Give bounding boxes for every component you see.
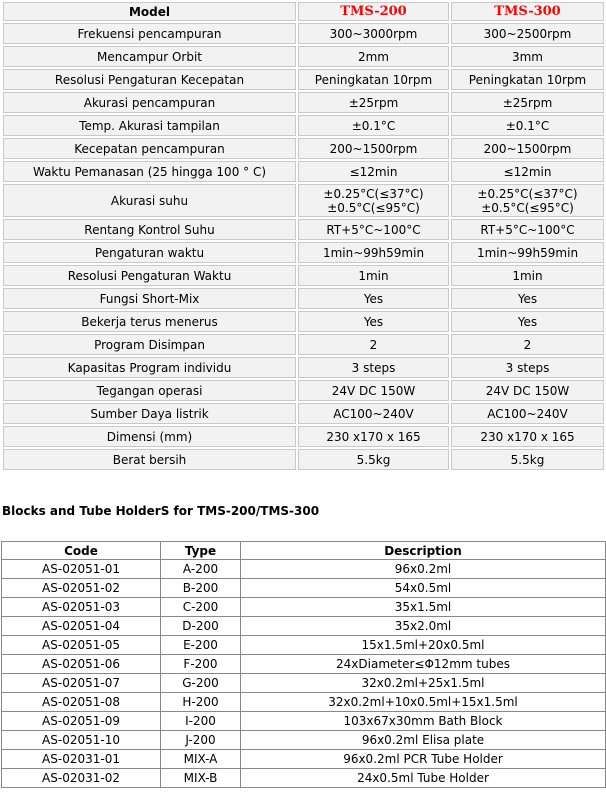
spec-header-row [3,2,604,21]
table-row [2,636,606,655]
spec-label: Frekuensi pencampuran [3,23,296,44]
table-row [2,598,606,617]
spec-row [3,69,604,90]
table-row [2,579,606,598]
spec-label: Rentang Kontrol Suhu [3,219,296,240]
type-cell: I-200 [161,712,241,731]
description-cell: 96x0.2ml Elisa plate [241,731,606,750]
spec-header-model: Model [3,2,296,21]
spec-row [3,23,604,44]
spec-label: Bekerja terus menerus [3,311,296,332]
spec-row [3,138,604,159]
spec-header-tms200 [298,2,449,21]
type-cell: MIX-B [161,769,241,788]
spec-value-tms300: ≤12min [451,161,604,182]
blocks-header-row [2,542,606,560]
model-name: TMS-300 [494,4,561,19]
spec-value-tms300: 1min~99h59min [451,242,604,263]
spec-value-tms200: RT+5°C~100°C [298,219,449,240]
spec-value-tms200: 200~1500rpm [298,138,449,159]
spec-value-tms200: ≤12min [298,161,449,182]
table-row [2,750,606,769]
type-cell: B-200 [161,579,241,598]
spec-label: Temp. Akurasi tampilan [3,115,296,136]
spec-row [3,242,604,263]
spec-label: Kapasitas Program individu [3,357,296,378]
code-cell: AS-02031-01 [2,750,161,769]
type-cell: A-200 [161,560,241,579]
description-cell: 96x0.2ml [241,560,606,579]
spec-value-tms200: Yes [298,311,449,332]
spec-label: Dimensi (mm) [3,426,296,447]
spec-table [1,0,606,472]
spec-value-tms300: 200~1500rpm [451,138,604,159]
code-cell: AS-02051-07 [2,674,161,693]
code-cell: AS-02051-05 [2,636,161,655]
column-header-type: Type [161,542,241,560]
spec-value-tms200: ±25rpm [298,92,449,113]
description-cell: 15x1.5ml+20x0.5ml [241,636,606,655]
spec-value-tms300: Peningkatan 10rpm [451,69,604,90]
type-cell: D-200 [161,617,241,636]
spec-value-tms300: 5.5kg [451,449,604,470]
description-cell: 24x0.5ml Tube Holder [241,769,606,788]
description-cell: 32x0.2ml+10x0.5ml+15x1.5ml [241,693,606,712]
spec-value-tms300: 3mm [451,46,604,67]
table-row [2,560,606,579]
spec-value-tms300: 24V DC 150W [451,380,604,401]
code-cell: AS-02051-02 [2,579,161,598]
spec-value-tms300: AC100~240V [451,403,604,424]
spec-value-line: ±0.25°C(≤37°C) [323,186,424,201]
spec-label: Sumber Daya listrik [3,403,296,424]
spec-value-tms200: 24V DC 150W [298,380,449,401]
code-cell: AS-02051-09 [2,712,161,731]
spec-row [3,115,604,136]
table-row [2,712,606,731]
code-cell: AS-02051-03 [2,598,161,617]
spec-value-tms300: RT+5°C~100°C [451,219,604,240]
spec-label: Akurasi suhu [3,184,296,217]
description-cell: 35x1.5ml [241,598,606,617]
spec-row [3,265,604,286]
spec-row [3,426,604,447]
spec-value-line: ±0.25°C(≤37°C) [477,186,578,201]
spec-row [3,449,604,470]
spec-value-tms200: 2mm [298,46,449,67]
spec-value-tms200: 230 x170 x 165 [298,426,449,447]
spec-row [3,357,604,378]
spec-value-tms300 [451,184,604,217]
spec-row [3,92,604,113]
type-cell: G-200 [161,674,241,693]
spec-value-tms300: ±25rpm [451,92,604,113]
description-cell: 103x67x30mm Bath Block [241,712,606,731]
spec-row [3,403,604,424]
spec-value-tms200: 5.5kg [298,449,449,470]
spec-value-tms300: 3 steps [451,357,604,378]
spec-value-tms300: 230 x170 x 165 [451,426,604,447]
spec-value-tms200: ±0.1°C [298,115,449,136]
spec-value-tms200 [298,184,449,217]
spec-value-tms300: ±0.1°C [451,115,604,136]
spec-value-tms300: 1min [451,265,604,286]
description-cell: 32x0.2ml+25x1.5ml [241,674,606,693]
description-cell: 24xDiameter≤Φ12mm tubes [241,655,606,674]
table-row [2,693,606,712]
spec-row [3,380,604,401]
spec-value-tms300: Yes [451,288,604,309]
code-cell: AS-02051-04 [2,617,161,636]
code-cell: AS-02051-08 [2,693,161,712]
spec-value-tms200: 1min~99h59min [298,242,449,263]
spec-label: Fungsi Short-Mix [3,288,296,309]
type-cell: C-200 [161,598,241,617]
type-cell: E-200 [161,636,241,655]
spec-label: Tegangan operasi [3,380,296,401]
spec-row [3,161,604,182]
description-cell: 96x0.2ml PCR Tube Holder [241,750,606,769]
table-row [2,655,606,674]
spec-label: Kecepatan pencampuran [3,138,296,159]
description-cell: 35x2.0ml [241,617,606,636]
table-row [2,674,606,693]
spec-row [3,288,604,309]
spec-value-tms300: 2 [451,334,604,355]
spec-label: Berat bersih [3,449,296,470]
spec-label: Akurasi pencampuran [3,92,296,113]
spec-row [3,334,604,355]
description-cell: 54x0.5ml [241,579,606,598]
type-cell: H-200 [161,693,241,712]
spec-row [3,219,604,240]
spec-value-tms200: 300~3000rpm [298,23,449,44]
spec-row [3,311,604,332]
spec-row [3,46,604,67]
spec-value-tms200: AC100~240V [298,403,449,424]
model-name: TMS-200 [340,4,407,19]
spec-label: Waktu Pemanasan (25 hingga 100 ° C) [3,161,296,182]
spec-label: Mencampur Orbit [3,46,296,67]
blocks-table [1,541,606,788]
code-cell: AS-02031-02 [2,769,161,788]
spec-value-tms200: 1min [298,265,449,286]
type-cell: F-200 [161,655,241,674]
spec-header-tms300 [451,2,604,21]
spec-value-tms300: 300~2500rpm [451,23,604,44]
spec-value-tms200: 2 [298,334,449,355]
code-cell: AS-02051-10 [2,731,161,750]
code-cell: AS-02051-01 [2,560,161,579]
spec-value-tms200: Yes [298,288,449,309]
spec-value-line: ±0.5°C(≤95°C) [481,200,574,215]
code-cell: AS-02051-06 [2,655,161,674]
spec-label: Pengaturan waktu [3,242,296,263]
type-cell: MIX-A [161,750,241,769]
spec-row [3,184,604,217]
spec-label: Resolusi Pengaturan Waktu [3,265,296,286]
table-row [2,769,606,788]
spec-label: Program Disimpan [3,334,296,355]
spec-value-tms200: 3 steps [298,357,449,378]
spec-value-tms300: Yes [451,311,604,332]
table-row [2,731,606,750]
section-title: Blocks and Tube HolderS for TMS-200/TMS-300 [2,504,320,518]
spec-label: Resolusi Pengaturan Kecepatan [3,69,296,90]
table-row [2,617,606,636]
spec-value-tms200: Peningkatan 10rpm [298,69,449,90]
column-header-description: Description [241,542,606,560]
spec-value-line: ±0.5°C(≤95°C) [327,200,420,215]
type-cell: J-200 [161,731,241,750]
column-header-code: Code [2,542,161,560]
